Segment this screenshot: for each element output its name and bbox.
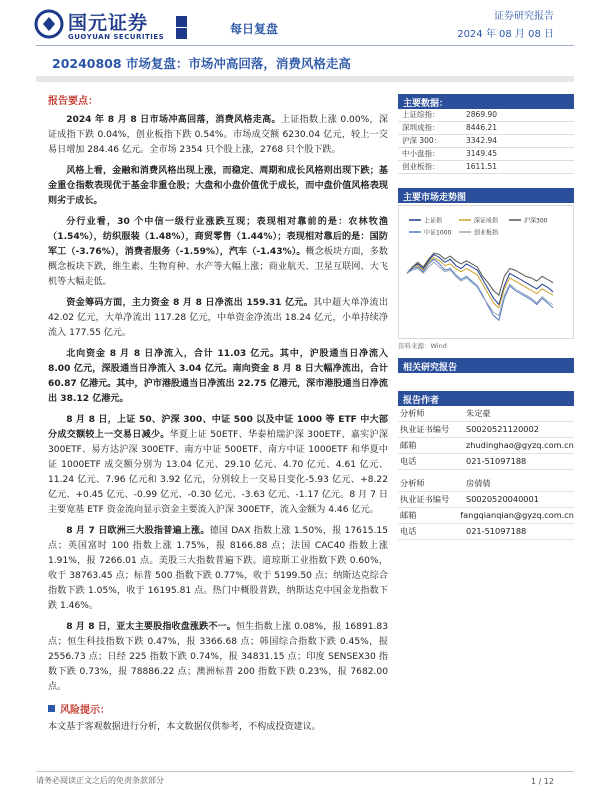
mail-key: 邮箱 [400,510,417,520]
paragraph-lead: 8 月 7 日欧洲三大股指普遍上涨。 [66,526,210,536]
paragraph-body: 其中超大单净流出 42.02 亿元，大单净流出 117.28 亿元，中单资金净流出 18.24 亿元，小单持续净流入 177.55 亿元。 [48,298,388,338]
mail-value: zhudinghao@gyzq.com.cn [466,440,574,450]
page-number: 1 / 12 [530,777,554,786]
data-value: 2869.90 [466,110,498,119]
risk-heading-label: 风险提示： [60,705,110,716]
table-row [398,135,574,148]
company-logo [34,8,174,44]
summary-paragraph [48,347,388,407]
legend-label: 深证成指 [474,217,499,225]
summary-paragraph [48,113,388,158]
cert-key: 执业证书编号 [400,494,450,504]
data-value: 3342.94 [466,136,498,145]
series-line [407,259,553,320]
paragraph-body: 恒生指数上涨 0.08%，报 16891.83 点；恒生科技指数下跌 0.47%，报 3366.68 点；韩国综合指数下跌 0.45%，报 2556.73 点；日经 225 指数下跌 0.74%，报 34831.15 点；印度 SENSEX30 指数下跌 0.73%，报 78886.22 点；澳洲标普 200 指数下跌 0.23%，报 7682.00 点。 [48,622,389,692]
square-icon [176,28,187,39]
tel-value: 021-51097188 [466,526,527,536]
author-role: 分析师 [400,408,425,418]
paragraph-body: 概念板块方面，多数概念板块下跌，维生素、生物育种、水产等大幅上涨；商业航天、卫星互联网、大飞机等大幅走低。 [48,247,388,287]
data-key: 沪深 300： [402,136,442,145]
logo-squares [176,16,188,40]
bullet-square-icon [48,705,55,712]
legend-label: 上证指 [424,217,443,225]
author-row [398,492,574,508]
tel-key: 电话 [400,456,417,466]
summary-paragraph [48,524,388,614]
footer-disclaimer: 请务必阅读正文之后的免责条款部分 [36,776,164,785]
square-icon [176,16,187,27]
data-value: 1611.51 [466,162,498,171]
data-key: 深圳成指： [402,123,440,132]
tel-value: 021-51097188 [466,456,527,466]
related-research [398,358,574,373]
logo-text-en: GUOYUAN SECURITIES [68,33,165,41]
risk-text: 本文基于客观数据进行分析，本文数据仅供参考，不构成投资建议。 [48,722,321,732]
series-line [407,262,553,315]
author-title: 报告作者 [398,391,574,406]
logo-mark-icon [34,9,64,39]
research-title: 相关研究报告 [398,358,574,373]
table-row [398,148,574,161]
author-name: 房倩倩 [466,478,491,488]
summary-paragraph [48,164,388,209]
paragraph-lead: 资金筹码方面，主力资金 8 月 8 日净流出 159.31 亿元。 [66,298,314,308]
author-role: 分析师 [400,478,425,488]
mail-value: fangqianqian@gyzq.com.cn [460,510,574,520]
market-chart-section [398,188,574,350]
chart-source: 资料来源：Wind [398,342,447,350]
market-chart [398,205,574,339]
page-title: 20240808 市场复盘：市场冲高回落，消费风格走高 [52,56,351,71]
paragraph-lead: 风格上看，金融和消费风格出现上涨，而稳定、周期和成长风格则出现下跌；基金重仓指数表现优于基金非重仓股；大盘和小盘价值优于成长，而中盘价值风格表现则劣于成长。 [48,166,388,206]
data-key: 创业板指： [402,162,440,171]
paragraph-lead: 2024 年 8 月 8 日市场冲高回落，消费风格走高。 [66,115,281,125]
report-type: 证券研究报告 [494,11,554,22]
author-section [398,391,574,540]
author-block [398,406,574,470]
summary-paragraphs [48,113,388,695]
author-block [398,476,574,540]
table-row [398,109,574,122]
chart-title: 主要市场走势图 [398,188,574,203]
table-row [398,161,574,174]
report-date: 2024 年 08 月 08 日 [457,29,554,40]
author-row [398,454,574,470]
logo-text-cn: 国元证券 [68,12,149,34]
footer-divider [36,771,574,772]
data-key: 上证综指： [402,110,440,119]
risk-heading [48,701,388,716]
column-label: 每日复盘 [230,22,279,36]
sidebar [398,94,574,540]
paragraph-lead: 8 月 8 日，上证 50、沪深 300、中证 500 以及中证 1000 等 ETF 中大部分成交额较上一交易日减少。 [48,415,388,440]
mail-key: 邮箱 [400,440,417,450]
author-row [398,438,574,454]
cert-value: S0020521120002 [466,424,539,434]
summary-paragraph [48,215,388,290]
data-value: 3149.45 [466,149,498,158]
main-data-title: 主要数据： [398,94,574,109]
author-row [398,524,574,540]
market-chart-svg [399,206,573,338]
header-divider [36,45,574,46]
summary-paragraph [48,413,388,518]
cert-key: 执业证书编号 [400,424,450,434]
data-key: 中小盘指： [402,149,440,158]
cert-value: S0020520040001 [466,494,539,504]
legend-label: 沪深300 [524,217,548,225]
legend-label: 中证1000 [424,229,452,237]
summary-heading: 报告要点： [48,96,98,107]
paragraph-body: 上证指数上涨 0.00%，深证成指下跌 0.04%，创业板指下跌 0.54%。市场成交额 6230.04 亿元，较上一交易日增加 284.46 亿元。全市场 2354 只个股上涨，2768 只个股下跌。 [48,115,389,155]
table-row [398,122,574,135]
author-row [398,406,574,422]
author-row [398,508,574,524]
paragraph-body: 华夏上证 50ETF、华泰柏瑞沪深 300ETF、嘉实沪深 300ETF、易方达沪深 300ETF、南方中证 500ETF、南方中证 1000ETF 和华夏中证 1000ETF 成交额分别为 13.04 亿元、29.10 亿元、4.70 亿元、4.61 亿元、11.24 亿元、7.96 亿元和 3.92 亿元，分别较上一交易日变化-5.93 亿元、+8.22 亿元、+0.45 亿元、-0.99 亿元、-0.30 亿元、-3.63 亿元、-1.17 亿元。8 月 7 日主要宽基 ETF 资金流向显示资金主要流入沪深 300ETF，流入金额为 4.46 亿元。 [48,430,388,515]
data-value: 8446.21 [466,123,498,132]
paragraph-lead: 北向资金 8 月 8 日净流入，合计 11.03 亿元。其中，沪股通当日净流入 8.00 亿元，深股通当日净流入 3.04 亿元。南向资金 8 月 8 日大幅净流出，合计 60.87 亿港元。其中，沪市港股通当日净流出 22.75 亿港元，深市港股通当日净流出 38.12 亿港元。 [48,349,388,404]
legend-label: 创业板指 [474,229,499,237]
summary-paragraph [48,620,388,695]
author-name: 朱定豪 [466,408,491,418]
tel-key: 电话 [400,526,417,536]
title-band [36,76,574,82]
author-row [398,476,574,492]
paragraph-body: 德国 DAX 指数上涨 1.50%，报 17615.15 点；英国富时 100 指数上涨 1.75%，报 8166.88 点；法国 CAC40 指数上涨 1.91%，报 7266.01 点。美股三大指数普遍下跌。道琼斯工业指数下跌 0.60%，收于 38763.45 点；标普 500 指数下跌 0.77%，收于 5199.50 点；纳斯达克综合指数下跌 1.05%，收于 16195.81 点。热门中概股普跌，纳斯达克中国金龙指数下跌 1.46%。 [48,526,388,611]
paragraph-lead: 8 月 8 日，亚太主要股指收盘涨跌不一。 [66,622,236,632]
summary-paragraph [48,296,388,341]
paragraph-lead: 分行业看，30 个中信一级行业涨跌互现；表现相对靠前的是：农林牧渔（1.54%），纺织服装（1.48%），商贸零售（1.44%）；表现相对靠后的是：国防军工（-3.76%），消费者服务（-1.59%），汽车（-1.43%）。 [48,217,388,257]
author-row [398,422,574,438]
summary-column [48,92,388,735]
main-data-table [398,109,574,174]
header-meta [457,8,554,44]
